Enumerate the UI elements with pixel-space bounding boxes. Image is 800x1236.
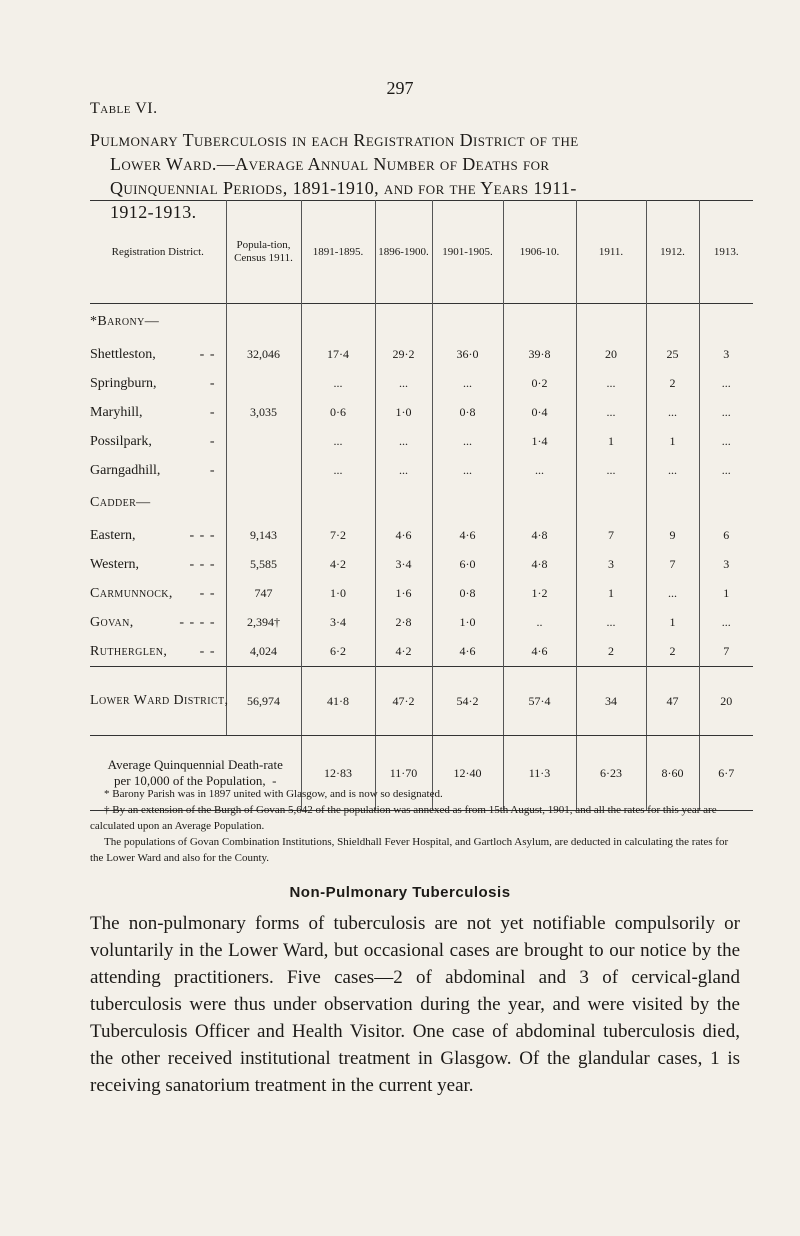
table-cell: 20 xyxy=(699,667,753,736)
table-cell: 8·60 xyxy=(646,736,699,811)
table-row xyxy=(90,608,753,637)
table-cell: ... xyxy=(301,456,375,485)
table-cell: 11·70 xyxy=(375,736,432,811)
column-header: 1906-10. xyxy=(503,201,576,304)
table-cell: 2,394† xyxy=(226,608,301,637)
table-cell: 1·0 xyxy=(432,608,503,637)
table-cell xyxy=(576,304,646,341)
table-cell: ... xyxy=(503,456,576,485)
column-header: Registration District. xyxy=(111,245,204,258)
table-cell xyxy=(432,485,503,521)
district-name: Eastern, - - - xyxy=(90,527,216,543)
table-cell: 1·0 xyxy=(301,579,375,608)
table-cell: 41·8 xyxy=(301,667,375,736)
table-row xyxy=(90,398,753,427)
table-cell: 5,585 xyxy=(226,550,301,579)
table-cell: 7·2 xyxy=(301,521,375,550)
table-cell: ... xyxy=(646,456,699,485)
section-heading: Non-Pulmonary Tuberculosis xyxy=(289,884,511,901)
table-cell: 7 xyxy=(646,550,699,579)
table-cell: ... xyxy=(432,427,503,456)
footnote: † By an extension of the Burgh of Govan 5,642 of the population was annexed as from 15th August, 1901, and all the rates for this year are calculated upon an Average Population. xyxy=(90,804,717,832)
table-cell: 34 xyxy=(576,667,646,736)
table-cell: ... xyxy=(699,369,753,398)
table-cell: 29·2 xyxy=(375,340,432,369)
table-cell: 1 xyxy=(646,608,699,637)
table-cell: 4,024 xyxy=(226,637,301,667)
table-cell xyxy=(226,485,301,521)
table-cell: 1·4 xyxy=(503,427,576,456)
table-cell: 6·0 xyxy=(432,550,503,579)
district-name: Govan, - - - - xyxy=(90,614,216,630)
table-cell: 4·8 xyxy=(503,521,576,550)
district-name: Maryhill, - xyxy=(90,404,216,420)
table-cell xyxy=(226,304,301,341)
table-cell: 0·6 xyxy=(301,398,375,427)
table-cell: .. xyxy=(503,608,576,637)
table-cell xyxy=(503,304,576,341)
footnote: * Barony Parish was in 1897 united with Glasgow, and is now so designated. xyxy=(104,788,443,800)
table-cell: 1·6 xyxy=(375,579,432,608)
footnotes xyxy=(90,786,740,866)
table-row xyxy=(90,637,753,667)
table-cell: 4·6 xyxy=(375,521,432,550)
table-cell: 17·4 xyxy=(301,340,375,369)
table-cell: 47·2 xyxy=(375,667,432,736)
district-name: Shettleston, - - xyxy=(90,346,216,362)
table-cell: 39·8 xyxy=(503,340,576,369)
table-cell xyxy=(699,304,753,341)
table-cell: 9 xyxy=(646,521,699,550)
title-line: 1912-1913. xyxy=(110,202,197,222)
table-cell: 4·2 xyxy=(375,637,432,667)
group-row xyxy=(90,485,753,521)
table-cell: 3 xyxy=(699,340,753,369)
table-cell xyxy=(301,304,375,341)
rate-label-line: per 10,000 of the Population, - xyxy=(114,773,277,788)
district-name: Carmunnock, - - xyxy=(90,585,216,601)
table-row xyxy=(90,427,753,456)
rate-label-line: Average Quinquennial Death-rate xyxy=(107,757,283,772)
table-cell: 6·2 xyxy=(301,637,375,667)
total-label: Lower Ward District, xyxy=(90,667,226,736)
total-row xyxy=(90,667,753,736)
district-name: Garngadhill, - xyxy=(90,462,216,478)
table-cell: 2 xyxy=(576,637,646,667)
table-cell: ... xyxy=(699,427,753,456)
table-cell: 3 xyxy=(699,550,753,579)
table-cell: 2·8 xyxy=(375,608,432,637)
table-cell: ... xyxy=(576,398,646,427)
column-header: 1901-1905. xyxy=(432,201,503,304)
table-cell: 3,035 xyxy=(226,398,301,427)
header-row xyxy=(90,201,753,304)
table-cell: 32,046 xyxy=(226,340,301,369)
group-label: *Barony— xyxy=(90,314,160,329)
table-cell: 25 xyxy=(646,340,699,369)
table-cell: ... xyxy=(375,456,432,485)
table-cell: 7 xyxy=(699,637,753,667)
table-cell xyxy=(646,304,699,341)
table-cell: 3·4 xyxy=(301,608,375,637)
district-name: Springburn, - xyxy=(90,375,216,391)
table-cell: ... xyxy=(301,369,375,398)
table-row xyxy=(90,369,753,398)
column-header: 1912. xyxy=(646,201,699,304)
group-label: Cadder— xyxy=(90,495,151,510)
table-cell: 20 xyxy=(576,340,646,369)
table-cell: ... xyxy=(576,369,646,398)
table-row xyxy=(90,340,753,369)
table-cell: 0·8 xyxy=(432,398,503,427)
table-cell: 54·2 xyxy=(432,667,503,736)
table-row xyxy=(90,550,753,579)
table-cell: ... xyxy=(699,456,753,485)
table-cell: 6 xyxy=(699,521,753,550)
table-cell: 1 xyxy=(646,427,699,456)
column-header: 1911. xyxy=(576,201,646,304)
table-cell: 1·0 xyxy=(375,398,432,427)
table-row xyxy=(90,579,753,608)
table-cell: 7 xyxy=(576,521,646,550)
table-cell xyxy=(503,485,576,521)
table-cell xyxy=(301,485,375,521)
table-cell: ... xyxy=(432,456,503,485)
table-cell: 4·6 xyxy=(432,521,503,550)
section-body: The non-pulmonary forms of tuberculosis are not yet notifiable compulsorily or voluntarily in the Lower Ward, but occasional cases are brought to our notice by the attending practitioners. Five cases—2 of abdominal and 3 of cervical-gland tuberculosis were thus under observation during the year, and were visited by the Tuberculosis Officer and Health Visitor. One case of abdominal tuberculosis died, the other received institutional treatment in Glasgow. Of the glandular cases, 1 is receiving sanatorium treatment in the current year. xyxy=(90,913,740,1096)
table-cell xyxy=(646,485,699,521)
footnote: The populations of Govan Combination Institutions, Shieldhall Fever Hospital, and Gartloch Asylum, are deducted in calculating the rates for the Lower Ward and also for the County. xyxy=(90,836,729,864)
page-number: 297 xyxy=(386,78,414,98)
table-cell: 3 xyxy=(576,550,646,579)
table-cell: ... xyxy=(576,456,646,485)
table-cell: 12·40 xyxy=(432,736,503,811)
table-cell: 2 xyxy=(646,369,699,398)
table-cell: 0·2 xyxy=(503,369,576,398)
table-cell: 1 xyxy=(699,579,753,608)
table-cell: 6·7 xyxy=(699,736,753,811)
table-cell: 6·23 xyxy=(576,736,646,811)
group-row xyxy=(90,304,753,341)
table-cell: 2 xyxy=(646,637,699,667)
table-cell: 1·2 xyxy=(503,579,576,608)
district-name: Possilpark, - xyxy=(90,433,216,449)
district-name: Western, - - - xyxy=(90,556,216,572)
table-cell: 0·4 xyxy=(503,398,576,427)
column-header: 1896-1900. xyxy=(375,201,432,304)
table-cell xyxy=(375,304,432,341)
title-line: Quinquennial Periods, 1891-1910, and for the Years 1911- xyxy=(110,178,577,198)
title-line: Pulmonary Tuberculosis in each Registration District of the xyxy=(90,130,579,150)
table-cell: 9,143 xyxy=(226,521,301,550)
table-cell: ... xyxy=(301,427,375,456)
table-cell: 11·3 xyxy=(503,736,576,811)
table-cell: 4·6 xyxy=(503,637,576,667)
table-cell: ... xyxy=(646,398,699,427)
table-cell: 1 xyxy=(576,427,646,456)
table-label: Table VI. xyxy=(90,100,158,117)
table-cell: ... xyxy=(699,398,753,427)
table-cell: 4·6 xyxy=(432,637,503,667)
table-cell: ... xyxy=(699,608,753,637)
table-cell: 1 xyxy=(576,579,646,608)
table-cell: 47 xyxy=(646,667,699,736)
table-cell: 3·4 xyxy=(375,550,432,579)
district-name: Rutherglen, - - xyxy=(90,643,216,659)
table-cell: ... xyxy=(576,608,646,637)
column-header: 1913. xyxy=(699,201,753,304)
tuberculosis-deaths-table xyxy=(90,200,753,811)
table-cell xyxy=(699,485,753,521)
table-row xyxy=(90,456,753,485)
table-cell: 747 xyxy=(226,579,301,608)
column-header: 1891-1895. xyxy=(301,201,375,304)
table-cell xyxy=(576,485,646,521)
table-cell xyxy=(226,369,301,398)
table-cell: ... xyxy=(375,427,432,456)
table-cell: 12·83 xyxy=(301,736,375,811)
table-cell xyxy=(226,456,301,485)
table-cell xyxy=(432,304,503,341)
table-row xyxy=(90,521,753,550)
table-cell xyxy=(375,485,432,521)
table-cell: 4·2 xyxy=(301,550,375,579)
column-header: Popula-tion, Census 1911. xyxy=(226,201,301,304)
table-cell: 36·0 xyxy=(432,340,503,369)
table-cell: ... xyxy=(432,369,503,398)
table-cell: 56,974 xyxy=(226,667,301,736)
table-cell: ... xyxy=(646,579,699,608)
table-cell: 57·4 xyxy=(503,667,576,736)
table-cell: ... xyxy=(375,369,432,398)
table-cell: 4·8 xyxy=(503,550,576,579)
table-cell: 0·8 xyxy=(432,579,503,608)
table-cell xyxy=(226,427,301,456)
title-line: Lower Ward.—Average Annual Number of Deaths for xyxy=(110,154,550,174)
